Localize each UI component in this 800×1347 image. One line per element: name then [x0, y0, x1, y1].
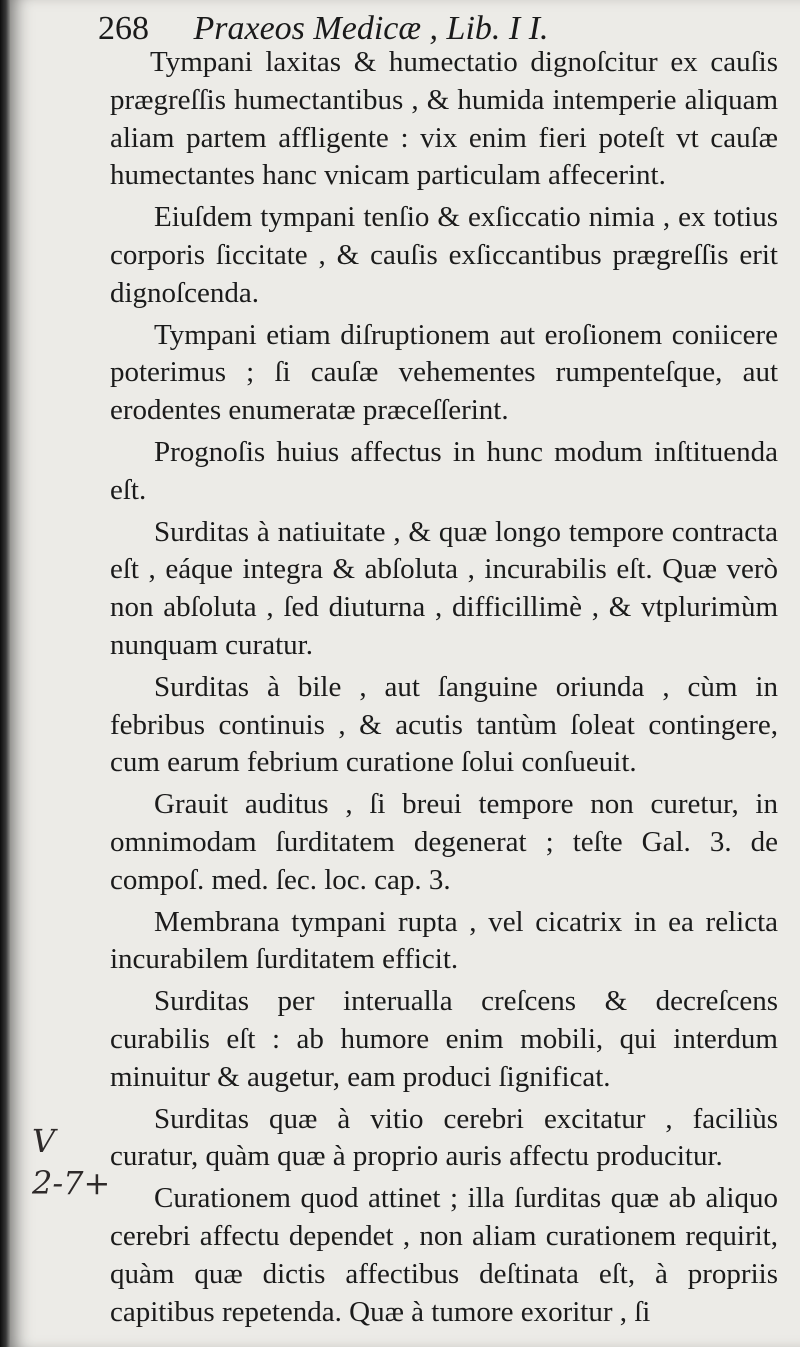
marginal-note-number: 2-7+ — [32, 1164, 111, 1202]
book-page — [10, 0, 800, 1347]
paragraph: Surditas à natiuitate , & quæ longo tempore contracta eſt , eáque integra & abſoluta , incurabilis eſt. Quæ verò non abſoluta , ſed diuturna , difficillimè , & vtplurimùm nunquam curatur. — [110, 515, 778, 661]
paragraph: Membrana tympani rupta , vel cicatrix in ea relicta incurabilem ſurditatem efficit. — [110, 905, 778, 976]
paragraph: Surditas à bile , aut ſanguine oriunda , cùm in febribus continuis , & acutis tantùm ſoleat contingere, cum earum febrium curatione ſolui conſueuit. — [110, 670, 778, 779]
paragraph: Eiuſdem tympani tenſio & exſiccatio nimia , ex totius corporis ſiccitate , & cauſis exſiccantibus prægreſſis erit dignoſcenda. — [110, 201, 778, 309]
paragraph: Prognoſis huius affectus in hunc modum inſtituenda eſt. — [110, 435, 778, 506]
book-gutter-edge — [0, 0, 10, 1347]
body-text — [110, 44, 778, 1331]
paragraph: Surditas per interualla creſcens & decreſcens curabilis eſt : ab humore enim mobili, qui interdum minuitur & augetur, eam produci ſignificat. — [110, 985, 778, 1093]
marginal-note-mark: V — [32, 1122, 56, 1160]
paragraph: Curationem quod attinet ; illa ſurditas quæ ab aliquo cerebri affectu dependet , non aliam curationem requirit, quàm quæ dictis affectibus deſtinata eſt, à propriis capitibus repetenda. Quæ à tumore exoritur , ſi — [110, 1182, 778, 1328]
paragraph: Tympani etiam diſruptionem aut eroſionem coniicere poterimus ; ſi cauſæ vehementes rumpenteſque, aut erodentes enumeratæ præceſſerint. — [110, 318, 778, 427]
paragraph: Tympani laxitas & humectatio dignoſcitur ex cauſis prægreſſis humectantibus , & humida intemperie aliquam aliam partem affligente : vix enim fieri poteſt vt cauſæ humectantes hanc vnicam particulam affecerint. — [110, 46, 778, 192]
paragraph: Grauit auditus , ſi breui tempore non curetur, in omnimodam ſurditatem degenerat ; teſte Gal. 3. de compoſ. med. ſec. loc. cap. 3. — [110, 788, 778, 896]
running-title: Praxeos Medicæ , Lib. I I. — [193, 10, 549, 47]
page-number: 268 — [98, 10, 149, 47]
paragraph: Surditas quæ à vitio cerebri excitatur , faciliùs curatur, quàm quæ à proprio auris affectu producitur. — [110, 1102, 778, 1173]
handwritten-marginal-note — [32, 1120, 110, 1204]
